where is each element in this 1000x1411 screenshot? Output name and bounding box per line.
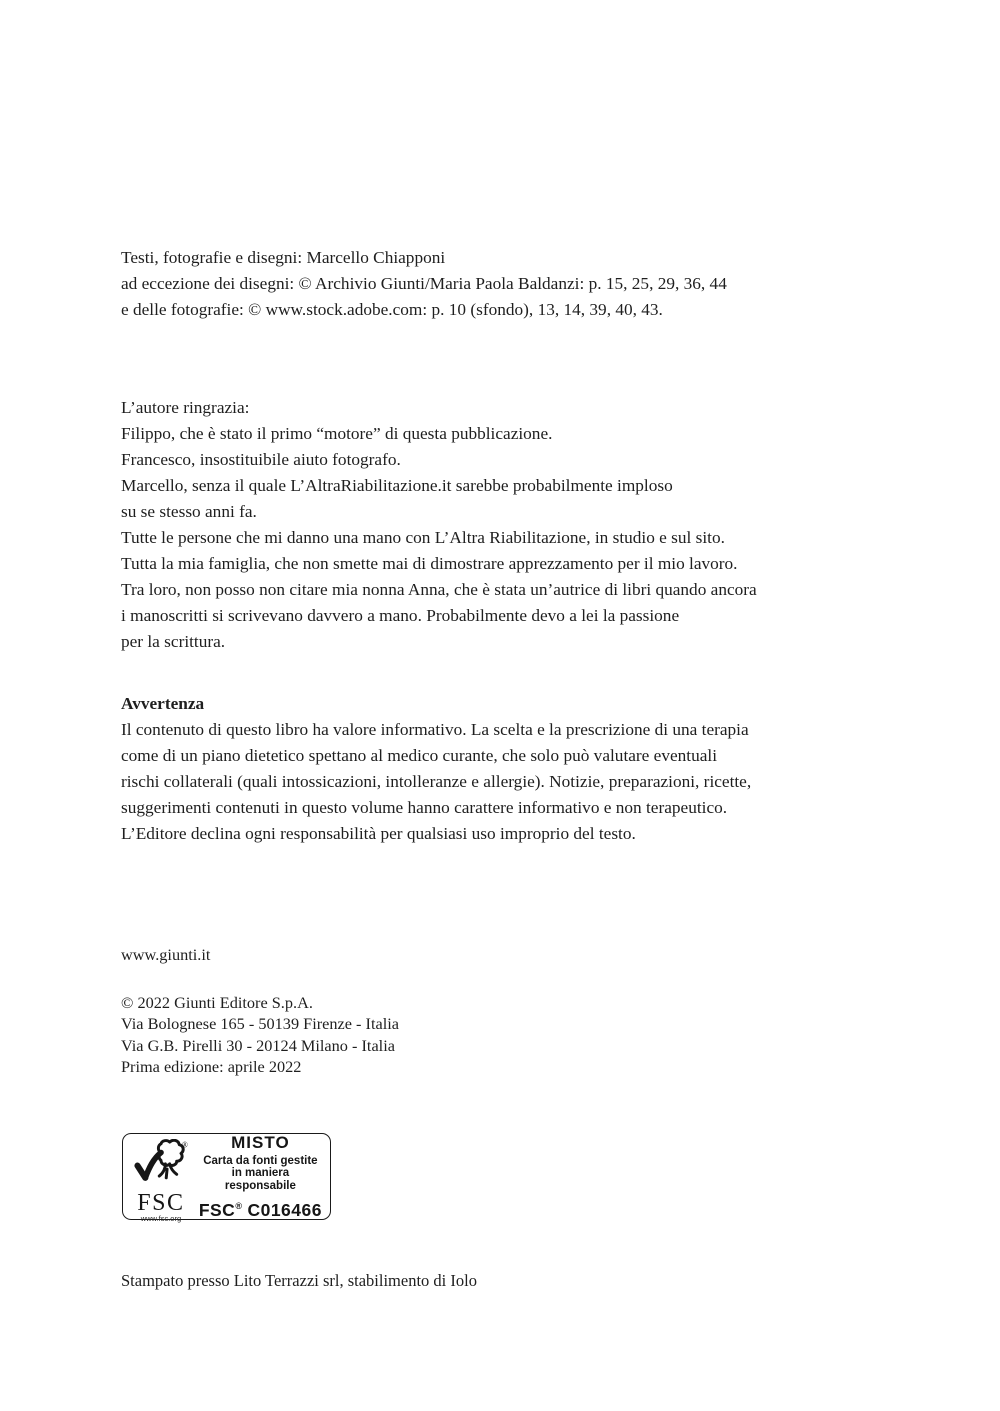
text-line: Francesco, insostituibile aiuto fotografo. [121,450,401,469]
text-line: Via G.B. Pirelli 30 - 20124 Milano - Italia [121,1035,395,1055]
text-line: L’Editore declina ogni responsabilità per qualsiasi uso improprio del testo. [121,824,636,843]
fsc-license-registered-mark: ® [235,1201,243,1212]
credits-block [121,245,727,323]
publisher-block [121,992,399,1077]
text-line: L’autore ringrazia: [121,398,250,417]
fsc-url: www.fsc.org [140,1214,182,1223]
fsc-claim-line1: Carta da fonti gestite [203,1154,318,1167]
fsc-license-prefix: FSC [198,1200,236,1221]
text-line: Filippo, che è stato il primo “motore” di questa pubblicazione. [121,424,553,443]
fsc-mix-title: MISTO [231,1132,290,1152]
text-line: Via Bolognese 165 - 50139 Firenze - Italia [121,1014,399,1034]
notice-body [121,717,751,847]
text-line: Marcello, senza il quale L’AltraRiabilitazione.it sarebbe probabilmente imploso [121,476,673,495]
printer-line: Stampato presso Lito Terrazzi srl, stabilimento di Iolo [121,1271,477,1290]
text-line: e delle fotografie: © www.stock.adobe.com: p. 10 (sfondo), 13, 14, 39, 40, 43. [121,300,663,319]
fsc-text-column [199,1134,330,1219]
fsc-wordmark: FSC [137,1190,185,1216]
fsc-tree-icon [134,1139,188,1192]
text-line: Il contenuto di questo libro ha valore informativo. La scelta e la prescrizione di una terapia [121,720,749,739]
notice-block [121,691,751,847]
text-line: come di un piano dietetico spettano al medico curante, che solo può valutare eventuali [121,746,717,765]
fsc-claim-line2: in maniera responsabile [224,1167,296,1192]
text-line: rischi collaterali (quali intossicazioni, intolleranze e allergie). Notizie, preparazioni, ricette, [121,772,752,791]
acknowledgments-block [121,395,757,655]
text-line: Tra loro, non posso non citare mia nonna Anna, che è stata un’autrice di libri quando ancora [121,580,757,599]
text-line: Prima edizione: aprile 2022 [121,1056,302,1076]
notice-heading: Avvertenza [121,694,205,713]
website-text: www.giunti.it [121,945,211,964]
fsc-certification-label [122,1132,331,1223]
fsc-tree-registered-mark: ® [181,1140,188,1150]
text-line: © 2022 Giunti Editore S.p.A. [121,993,313,1012]
fsc-logo-column [123,1134,199,1223]
fsc-license-code: C016466 [247,1200,322,1221]
text-line: ad eccezione dei disegni: © Archivio Giunti/Maria Paola Baldanzi: p. 15, 25, 29, 36, 44 [121,274,727,293]
fsc-license [199,1197,322,1220]
text-line: Tutte le persone che mi danno una mano con L’Altra Riabilitazione, in studio e sul sito. [121,528,725,547]
fsc-claim [199,1155,322,1193]
text-line: Testi, fotografie e disegni: Marcello Chiapponi [121,248,446,267]
text-line: su se stesso anni fa. [121,502,257,521]
text-line: Tutta la mia famiglia, che non smette mai di dimostrare apprezzamento per il mio lavoro. [121,554,738,573]
text-line: per la scrittura. [121,632,226,651]
text-line: suggerimenti contenuti in questo volume hanno carattere informativo e non terapeutico. [121,798,728,817]
text-line: i manoscritti si scrivevano davvero a mano. Probabilmente devo a lei la passione [121,606,680,625]
